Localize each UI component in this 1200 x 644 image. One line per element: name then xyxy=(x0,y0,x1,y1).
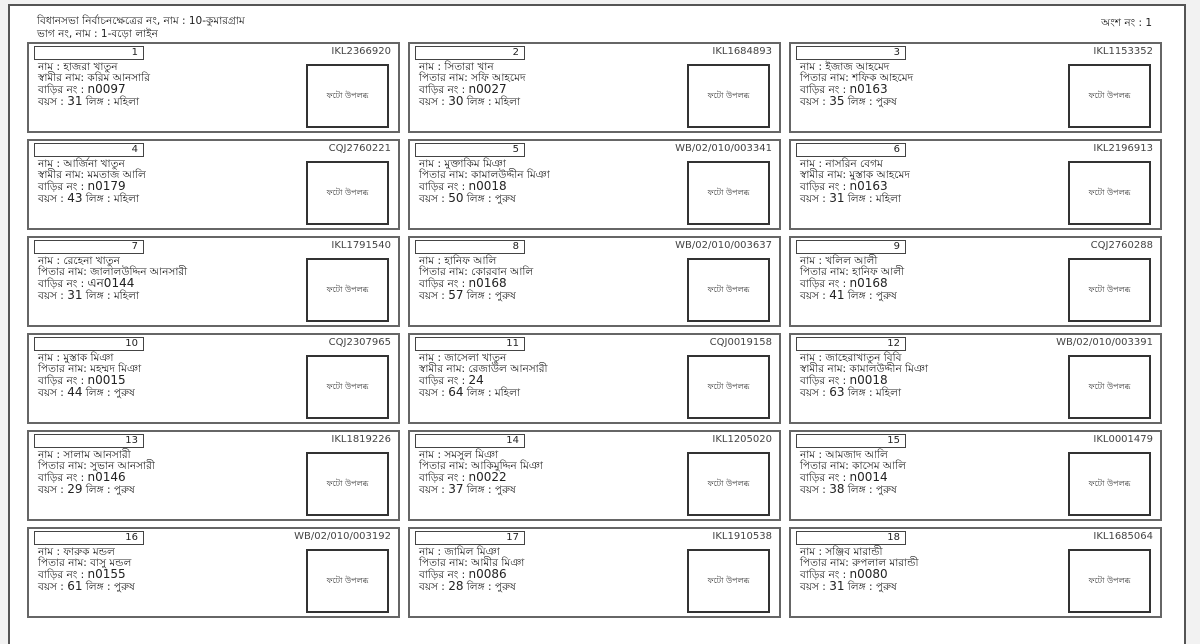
photo-available-label: ফটো উপলব্ধ xyxy=(326,284,369,294)
voter-card xyxy=(789,333,1162,424)
relation-name: স্বামীর নাম: মমতাজ আলি xyxy=(38,169,146,181)
relation-name: স্বামীর নাম: মুস্তাক আহমেদ xyxy=(800,169,910,181)
voter-name: নাম : সমসুল মিঞা xyxy=(419,449,499,461)
house-number: বাড়ির নং : n0179 xyxy=(38,179,126,193)
photo-placeholder xyxy=(306,452,389,516)
voter-card xyxy=(789,42,1162,133)
serial-number: 14 xyxy=(506,435,519,446)
age-gender: বয়স : 63 লিঙ্গ : মহিলা xyxy=(800,385,902,399)
serial-number-box xyxy=(415,240,525,254)
page-header xyxy=(37,15,245,41)
age-gender: বয়স : 30 লিঙ্গ : মহিলা xyxy=(419,94,521,108)
epic-id: IKL1685064 xyxy=(1093,531,1153,542)
epic-id: CQJ2760288 xyxy=(1090,240,1153,251)
house-number: বাড়ির নং : n0086 xyxy=(419,567,507,581)
age-gender: বয়স : 41 লিঙ্গ : পুরুষ xyxy=(800,288,897,302)
voter-name: নাম : মুস্তাক মিঞা xyxy=(38,352,114,364)
photo-available-label: ফটো উপলব্ধ xyxy=(326,575,369,585)
serial-number: 12 xyxy=(887,338,900,349)
relation-name: স্বামীর নাম: কামালউদ্দীন মিঞা xyxy=(800,363,929,375)
voter-card xyxy=(27,333,400,424)
photo-placeholder xyxy=(687,161,770,225)
voter-name: নাম : ফারুক মন্ডল xyxy=(38,546,115,558)
photo-placeholder xyxy=(1068,452,1151,516)
section-number: অংশ নং : 1 xyxy=(1101,17,1152,29)
part-title: ভাগ নং, নাম : 1-বড়ো লাইন xyxy=(37,28,158,40)
epic-id: IKL2196913 xyxy=(1093,143,1153,154)
photo-available-label: ফটো উপলব্ধ xyxy=(1088,284,1131,294)
voter-details xyxy=(419,547,524,593)
voter-card xyxy=(27,236,400,327)
house-number: বাড়ির নং : n0018 xyxy=(800,373,888,387)
photo-available-label: ফটো উপলব্ধ xyxy=(1088,90,1131,100)
house-number: বাড়ির নং : n0155 xyxy=(38,567,126,581)
epic-id: IKL0001479 xyxy=(1093,434,1153,445)
voter-card xyxy=(408,139,781,230)
voter-name: নাম : নাসরিন বেগম xyxy=(800,158,883,170)
relation-name: পিতার নাম: সুভান আনসারী xyxy=(38,460,155,472)
serial-number: 9 xyxy=(893,241,900,252)
voter-details xyxy=(800,353,928,399)
age-gender: বয়স : 57 লিঙ্গ : পুরুষ xyxy=(419,288,516,302)
voter-card xyxy=(408,527,781,618)
voter-details xyxy=(38,62,150,108)
voter-name: নাম : মুক্তাকিম মিঞা xyxy=(419,158,506,170)
house-number: বাড়ির নং : n0168 xyxy=(419,276,507,290)
photo-available-label: ফটো উপলব্ধ xyxy=(1088,478,1131,488)
voter-details xyxy=(419,62,525,108)
photo-available-label: ফটো উপলব্ধ xyxy=(1088,381,1131,391)
relation-name: পিতার নাম: আমীর মিঞা xyxy=(419,557,525,569)
relation-name: স্বামীর নাম: করিম আনসারি xyxy=(38,72,150,84)
photo-placeholder xyxy=(1068,549,1151,613)
serial-number: 8 xyxy=(512,241,519,252)
epic-id: WB/02/010/003341 xyxy=(675,143,772,154)
constituency-title: বিধানসভা নির্বাচনক্ষেত্রের নং, নাম : 10-কুমারগ্রাম xyxy=(37,15,245,27)
voter-name: নাম : সিতারা খান xyxy=(419,61,494,73)
voter-details xyxy=(800,256,904,302)
serial-number-box xyxy=(796,531,906,545)
age-gender: বয়স : 35 লিঙ্গ : পুরুষ xyxy=(800,94,897,108)
voter-card xyxy=(27,139,400,230)
epic-id: IKL2366920 xyxy=(331,46,391,57)
serial-number: 13 xyxy=(125,435,138,446)
voter-name: নাম : খলিল আলী xyxy=(800,255,878,267)
voter-name: নাম : আমজাদ আলি xyxy=(800,449,888,461)
serial-number: 11 xyxy=(506,338,519,349)
voter-grid xyxy=(27,42,1163,618)
photo-available-label: ফটো উপলব্ধ xyxy=(1088,575,1131,585)
photo-available-label: ফটো উপলব্ধ xyxy=(707,575,750,585)
voter-details xyxy=(419,256,533,302)
epic-id: WB/02/010/003637 xyxy=(675,240,772,251)
voter-name: নাম : হানিফ আলি xyxy=(419,255,497,267)
photo-placeholder xyxy=(1068,258,1151,322)
relation-name: পিতার নাম: রুপলাল মারান্ডী xyxy=(800,557,919,569)
voter-card xyxy=(789,139,1162,230)
house-number: বাড়ির নং : 24 xyxy=(419,373,484,387)
photo-available-label: ফটো উপলব্ধ xyxy=(707,381,750,391)
photo-placeholder xyxy=(687,549,770,613)
photo-available-label: ফটো উপলব্ধ xyxy=(707,187,750,197)
voter-card xyxy=(27,42,400,133)
voter-details xyxy=(800,547,918,593)
epic-id: CQJ0019158 xyxy=(709,337,772,348)
epic-id: WB/02/010/003391 xyxy=(1056,337,1153,348)
serial-number-box xyxy=(796,337,906,351)
serial-number: 10 xyxy=(125,338,138,349)
epic-id: IKL1205020 xyxy=(712,434,772,445)
voter-card xyxy=(27,527,400,618)
photo-placeholder xyxy=(1068,355,1151,419)
photo-available-label: ফটো উপলব্ধ xyxy=(326,478,369,488)
house-number: বাড়ির নং : n0080 xyxy=(800,567,888,581)
photo-available-label: ফটো উপলব্ধ xyxy=(707,90,750,100)
voter-card xyxy=(27,430,400,521)
serial-number-box xyxy=(34,337,144,351)
house-number: বাড়ির নং : n0015 xyxy=(38,373,126,387)
photo-placeholder xyxy=(306,161,389,225)
voter-card xyxy=(408,42,781,133)
serial-number-box xyxy=(796,434,906,448)
voter-card xyxy=(408,333,781,424)
house-number: বাড়ির নং : n0163 xyxy=(800,82,888,96)
relation-name: পিতার নাম: বাসু মন্ডল xyxy=(38,557,132,569)
age-gender: বয়স : 37 লিঙ্গ : পুরুষ xyxy=(419,482,516,496)
photo-placeholder xyxy=(306,355,389,419)
age-gender: বয়স : 38 লিঙ্গ : পুরুষ xyxy=(800,482,897,496)
serial-number-box xyxy=(796,240,906,254)
voter-card xyxy=(408,430,781,521)
serial-number-box xyxy=(796,46,906,60)
house-number: বাড়ির নং : n0018 xyxy=(419,179,507,193)
photo-available-label: ফটো উপলব্ধ xyxy=(707,284,750,294)
relation-name: পিতার নাম: শফিক আহমেদ xyxy=(800,72,914,84)
age-gender: বয়স : 43 লিঙ্গ : মহিলা xyxy=(38,191,140,205)
epic-id: IKL1684893 xyxy=(712,46,772,57)
epic-id: IKL1910538 xyxy=(712,531,772,542)
photo-placeholder xyxy=(687,64,770,128)
photo-placeholder xyxy=(306,64,389,128)
relation-name: পিতার নাম: সফি আহমেদ xyxy=(419,72,526,84)
relation-name: স্বামীর নাম: রেজাউল আনসারী xyxy=(419,363,548,375)
house-number: বাড়ির নং : n0163 xyxy=(800,179,888,193)
serial-number-box xyxy=(415,46,525,60)
epic-id: IKL1819226 xyxy=(331,434,391,445)
serial-number-box xyxy=(415,143,525,157)
serial-number: 3 xyxy=(893,47,900,58)
serial-number-box xyxy=(34,240,144,254)
house-number: বাড়ির নং : n0014 xyxy=(800,470,888,484)
photo-placeholder xyxy=(687,452,770,516)
voter-details xyxy=(800,159,910,205)
serial-number: 6 xyxy=(893,144,900,155)
house-number: বাড়ির নং : n0097 xyxy=(38,82,126,96)
age-gender: বয়স : 31 লিঙ্গ : মহিলা xyxy=(38,288,140,302)
photo-available-label: ফটো উপলব্ধ xyxy=(1088,187,1131,197)
relation-name: পিতার নাম: হানিফ আলী xyxy=(800,266,905,278)
voter-details xyxy=(38,450,155,496)
voter-name: নাম : হাজরা খাতুন xyxy=(38,61,118,73)
voter-name: নাম : রেহেনা খাতুন xyxy=(38,255,120,267)
epic-id: CQJ2760221 xyxy=(328,143,391,154)
voter-details xyxy=(419,159,550,205)
voter-name: নাম : ইজাজ আহমেদ xyxy=(800,61,890,73)
photo-placeholder xyxy=(306,258,389,322)
relation-name: পিতার নাম: আকিমুদ্দিন মিঞা xyxy=(419,460,543,472)
voter-details xyxy=(419,450,543,496)
photo-placeholder xyxy=(306,549,389,613)
voter-card xyxy=(408,236,781,327)
age-gender: বয়স : 61 লিঙ্গ : পুরুষ xyxy=(38,579,135,593)
relation-name: পিতার নাম: কামালউদ্দীন মিঞা xyxy=(419,169,550,181)
voter-details xyxy=(800,62,913,108)
serial-number: 5 xyxy=(512,144,519,155)
epic-id: CQJ2307965 xyxy=(328,337,391,348)
serial-number: 15 xyxy=(887,435,900,446)
relation-name: পিতার নাম: কাসেম আলি xyxy=(800,460,906,472)
voter-details xyxy=(38,547,135,593)
house-number: বাড়ির নং : এন0144 xyxy=(38,276,135,290)
voter-name: নাম : জামিল মিঞা xyxy=(419,546,500,558)
house-number: বাড়ির নং : n0022 xyxy=(419,470,507,484)
voter-details xyxy=(419,353,548,399)
photo-placeholder xyxy=(1068,64,1151,128)
serial-number: 1 xyxy=(131,47,138,58)
epic-id: WB/02/010/003192 xyxy=(294,531,391,542)
age-gender: বয়স : 31 লিঙ্গ : মহিলা xyxy=(800,191,902,205)
photo-available-label: ফটো উপলব্ধ xyxy=(326,187,369,197)
serial-number-box xyxy=(34,143,144,157)
voter-name: নাম : জাহেরাখাতুন বিবি xyxy=(800,352,902,364)
photo-available-label: ফটো উপলব্ধ xyxy=(707,478,750,488)
serial-number: 17 xyxy=(506,532,519,543)
voter-name: নাম : সঞ্জিব মারান্ডী xyxy=(800,546,883,558)
age-gender: বয়স : 28 লিঙ্গ : পুরুষ xyxy=(419,579,516,593)
voter-card xyxy=(789,430,1162,521)
photo-available-label: ফটো উপলব্ধ xyxy=(326,381,369,391)
serial-number: 16 xyxy=(125,532,138,543)
serial-number-box xyxy=(34,434,144,448)
serial-number-box xyxy=(415,531,525,545)
serial-number: 2 xyxy=(512,47,519,58)
age-gender: বয়স : 31 লিঙ্গ : মহিলা xyxy=(38,94,140,108)
voter-details xyxy=(800,450,906,496)
relation-name: পিতার নাম: মহম্মদ মিঞা xyxy=(38,363,142,375)
voter-details xyxy=(38,159,146,205)
photo-placeholder xyxy=(1068,161,1151,225)
age-gender: বয়স : 44 লিঙ্গ : পুরুষ xyxy=(38,385,135,399)
photo-placeholder xyxy=(687,355,770,419)
house-number: বাড়ির নং : n0168 xyxy=(800,276,888,290)
age-gender: বয়স : 64 লিঙ্গ : মহিলা xyxy=(419,385,521,399)
voter-card xyxy=(789,236,1162,327)
relation-name: পিতার নাম: জালালউদ্দিন আনসারী xyxy=(38,266,188,278)
serial-number: 7 xyxy=(131,241,138,252)
serial-number-box xyxy=(415,434,525,448)
house-number: বাড়ির নং : n0027 xyxy=(419,82,507,96)
voter-card xyxy=(789,527,1162,618)
epic-id: IKL1791540 xyxy=(331,240,391,251)
photo-placeholder xyxy=(687,258,770,322)
voter-name: নাম : জাসেলা খাতুন xyxy=(419,352,507,364)
serial-number: 4 xyxy=(131,144,138,155)
voter-details xyxy=(38,353,141,399)
serial-number-box xyxy=(796,143,906,157)
epic-id: IKL1153352 xyxy=(1093,46,1153,57)
photo-available-label: ফটো উপলব্ধ xyxy=(326,90,369,100)
house-number: বাড়ির নং : n0146 xyxy=(38,470,126,484)
voter-details xyxy=(38,256,187,302)
age-gender: বয়স : 29 লিঙ্গ : পুরুষ xyxy=(38,482,135,496)
age-gender: বয়স : 31 লিঙ্গ : পুরুষ xyxy=(800,579,897,593)
serial-number-box xyxy=(34,46,144,60)
serial-number-box xyxy=(34,531,144,545)
relation-name: পিতার নাম: কোরবান আলি xyxy=(419,266,534,278)
age-gender: বয়স : 50 লিঙ্গ : পুরুষ xyxy=(419,191,516,205)
voter-name: নাম : আর্জিনা খাতুন xyxy=(38,158,125,170)
serial-number-box xyxy=(415,337,525,351)
serial-number: 18 xyxy=(887,532,900,543)
voter-name: নাম : সালাম আনসারী xyxy=(38,449,131,461)
